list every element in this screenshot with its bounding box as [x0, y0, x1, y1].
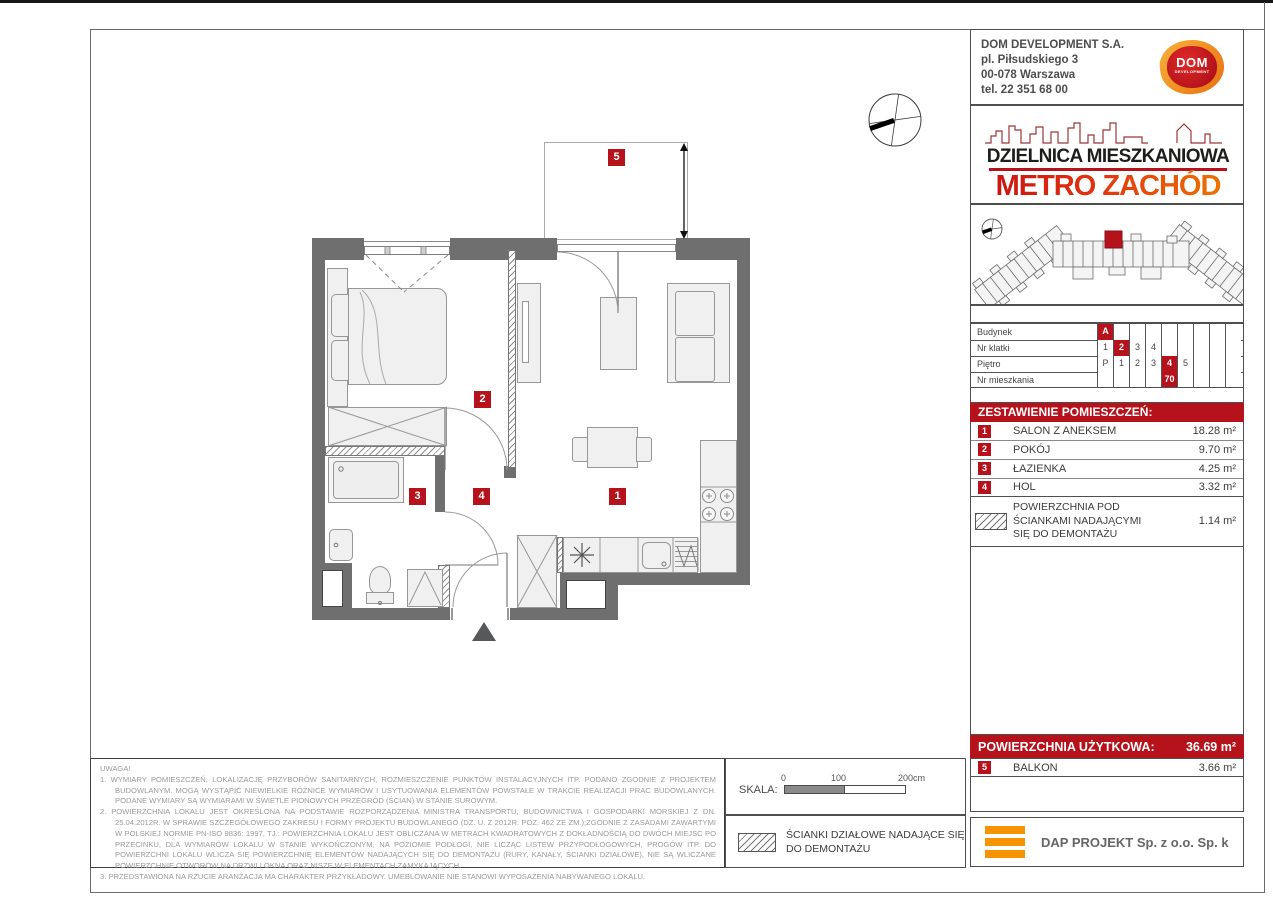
dishwasher-stripes — [675, 541, 697, 570]
table-cell — [1209, 340, 1225, 356]
demolition-line2: ŚCIANKAMI NADAJĄCYMI — [1013, 514, 1142, 527]
table-cell — [1209, 372, 1225, 388]
table-cell — [1113, 372, 1129, 388]
table-cell — [1193, 372, 1209, 388]
row-label: Nr mieszkania — [977, 375, 1035, 385]
room-row — [971, 422, 1243, 441]
scale-bar-light — [845, 785, 906, 794]
unit-info-table — [970, 323, 1244, 388]
kitchen-counter-right — [700, 440, 737, 573]
wall-top-mid — [450, 238, 557, 260]
table-row — [971, 356, 1243, 373]
notes-title: UWAGA! — [100, 764, 131, 773]
table-cell — [1193, 356, 1209, 372]
dom-logo-title: DOM — [1176, 55, 1208, 70]
scale-box — [725, 758, 966, 815]
table-row — [971, 340, 1243, 357]
table-cell — [1177, 324, 1193, 340]
wall-bottom-right — [510, 608, 618, 620]
wall-left — [312, 260, 325, 608]
dom-development-logo — [1160, 38, 1224, 96]
table-cell — [1145, 324, 1161, 340]
room-area: 9.70 m² — [1198, 443, 1236, 456]
coffee-table — [600, 297, 637, 370]
legend-box — [725, 815, 966, 868]
balcony-empty-box — [970, 777, 1244, 812]
tv-cabinet — [517, 283, 541, 383]
designer-box — [970, 817, 1244, 867]
room-area: 18.28 m² — [1192, 425, 1236, 437]
room-number-badge: 1 — [978, 425, 991, 438]
legend-line1: ŚCIANKI DZIAŁOWE NADAJĄCE SIĘ — [786, 829, 965, 841]
usable-area-bar — [970, 735, 1244, 758]
room-name: HOL — [1013, 481, 1036, 493]
branding-line2: METRO ZACHÓD — [971, 170, 1245, 203]
compass-icon — [869, 94, 921, 146]
room-number-badge: 3 — [978, 462, 991, 475]
designer-name: DAP PROJEKT Sp. z o.o. Sp. k — [1041, 835, 1229, 850]
dining-chair — [572, 437, 588, 462]
room-number-badge: 4 — [978, 481, 991, 494]
table-cell: 2 — [1129, 356, 1145, 372]
table-cell: 5 — [1177, 356, 1193, 372]
rooms-spacer — [970, 387, 1244, 403]
page-right-rule — [1264, 2, 1266, 29]
table-cell — [1129, 324, 1145, 340]
dining-chair — [636, 437, 652, 462]
demolition-row — [970, 497, 1244, 547]
wall-top-left — [312, 238, 364, 260]
table-cell — [1209, 356, 1225, 372]
rooms-header-label: ZESTAWIENIE POMIESZCZEŃ: — [978, 405, 1153, 419]
table-cell — [1177, 372, 1193, 388]
bathroom-sink — [329, 529, 353, 561]
partition-bedroom-living — [508, 250, 516, 468]
dom-logo-subtitle: DEVELOPMENT — [1174, 69, 1210, 74]
hatch-swatch-icon — [975, 513, 1007, 530]
room-row — [971, 459, 1243, 479]
legend-hatch-icon — [738, 833, 776, 852]
partition-bath-top — [325, 446, 445, 456]
sofa-cushion — [675, 291, 715, 336]
page-top-rule — [0, 0, 1273, 3]
panel-empty-box — [970, 547, 1244, 735]
company-name: DOM DEVELOPMENT S.A. — [981, 39, 1125, 51]
room-row — [971, 478, 1243, 496]
room-number-badge: 5 — [978, 761, 991, 774]
table-cell: P — [1097, 356, 1113, 372]
table-cell: 1 — [1097, 340, 1113, 356]
table-cell: 3 — [1129, 340, 1145, 356]
bed — [348, 288, 447, 385]
table-cell — [1225, 356, 1241, 372]
scale-tick-0: 0 — [781, 773, 787, 783]
table-cell — [1177, 340, 1193, 356]
unit-table-spacer — [970, 305, 1244, 323]
table-row — [971, 372, 1243, 388]
room-label-4: 4 — [473, 488, 490, 505]
table-cell — [1225, 340, 1241, 356]
table-cell: 70 — [1161, 372, 1177, 388]
toilet-tank — [366, 592, 394, 604]
toilet-bowl — [369, 566, 391, 594]
siteplan-drawing — [971, 205, 1243, 304]
company-address1: pl. Piłsudskiego 3 — [981, 54, 1079, 66]
scale-label: SKALA: — [739, 784, 778, 796]
shaft-entry — [566, 580, 606, 609]
sofa-cushion — [675, 337, 715, 382]
room-label-2: 2 — [474, 391, 491, 408]
room-area: 3.32 m² — [1198, 481, 1236, 493]
branding-line1: DZIELNICA MIESZKANIOWA — [986, 146, 1230, 167]
dap-logo-icon — [985, 826, 1025, 859]
bathtub-inner — [333, 461, 399, 499]
room-label-5: 5 — [608, 149, 625, 166]
bed-headboard — [327, 268, 348, 407]
wall-top-right — [676, 238, 750, 260]
siteplan-highlighted-unit — [1105, 231, 1122, 248]
table-cell: 4 — [1161, 356, 1177, 372]
entry-arrow — [472, 622, 496, 641]
dining-table — [587, 427, 638, 468]
siteplan-box — [970, 204, 1244, 305]
company-box — [970, 29, 1244, 105]
table-cell: 2 — [1113, 340, 1129, 356]
table-cell — [1161, 340, 1177, 356]
rooms-header — [970, 403, 1244, 422]
legend-line2: DO DEMONTAŻU — [786, 842, 871, 855]
skyline-icon — [971, 110, 1243, 150]
company-address2: 00-078 Warszawa — [981, 69, 1076, 81]
company-phone: tel. 22 351 68 00 — [981, 84, 1068, 96]
room-area: 3.66 m² — [1198, 761, 1236, 774]
balcony-row — [970, 758, 1244, 777]
table-cell — [1209, 324, 1225, 340]
room-area: 4.25 m² — [1198, 462, 1236, 475]
room-name: BALKON — [1013, 761, 1058, 774]
room-name: ŁAZIENKA — [1013, 462, 1067, 475]
kitchen-sink — [642, 542, 671, 569]
room-row — [971, 440, 1243, 460]
tv — [522, 301, 529, 363]
table-cell: 3 — [1145, 356, 1161, 372]
table-cell — [1129, 372, 1145, 388]
table-cell: A — [1097, 324, 1113, 340]
table-cell — [1225, 372, 1241, 388]
room-label-3: 3 — [409, 488, 426, 505]
wall-bath-right-upper — [435, 456, 445, 512]
room-name: SALON Z ANEKSEM — [1013, 425, 1117, 437]
note-item: 3. PRZEDSTAWIONA NA RZUCIE ARANŻACJA MA CHARAKTER PRZYKŁADOWY. UMEBLOWANIE NIE STANOWI WYPOSAŻENIA NABYWANEGO LOKALU. — [100, 871, 646, 881]
table-cell — [1161, 324, 1177, 340]
row-label: Budynek — [977, 327, 1013, 337]
branding-box — [970, 105, 1244, 204]
wall-bottom-left — [312, 608, 450, 620]
demolition-line3: SIĘ DO DEMONTAŻU — [1013, 528, 1118, 540]
note-item: 2. POWIERZCHNIA LOKALU JEST OKREŚLONA NA PODSTAWIE ROZPORZĄDZENIA MINISTRA TRANSPORTU, BUDOWNICTWA I GOSPODARKI MORSKIEJ Z DN. 25.04.2012R. W SPRAWIE SZCZEGÓŁOWEGO ZAKRESU I FORMY PROJEKTU BUDOWLANEGO (DZ. U. Z 2012R. POZ. 462 ZE ZM.);ZGODNIE Z ZASADAMI ZAWARTYMI W POLSKIEJ NORMIE PN-ISO 9836: 1997, TJ.: POWIERZCHNIA LOKALU JEST OBLICZANA W METRACH KWADRATOWYCH Z DOKŁADNOŚCIĄ DO DWÓCH MIEJSC PO PRZECINKU, DLA WYMIARÓW LOKALU W STANIE WYKOŃCZONYM, NA POZIOMIE PODŁOGI, NIE LICZĄC LISTEW PRZYPODŁOGOWYCH, PROGÓW ITP. DO POWIERZCHNI LOKALU WLICZA SIĘ POWIERZCHNIĘ ELEMENTÓW NADAJĄCYCH SIĘ DO DEMONTAŻU (RURY, KANAŁY, ŚCIANKI DZIAŁOWE), NIE SĄ WLICZANE POWIERZCHNIE OTWORÓW NA DRZWI I OKNA ORAZ NISZE W ELEMENTACH ZAMYKAJĄCYCH. — [100, 807, 716, 871]
wall-right — [737, 260, 750, 573]
usable-area-label: POWIERZCHNIA UŻYTKOWA: — [978, 739, 1155, 754]
wardrobe-bedroom — [328, 407, 447, 446]
table-cell — [1193, 340, 1209, 356]
table-cell — [1113, 324, 1129, 340]
scale-bar-dark — [784, 785, 845, 794]
room-name: POKÓJ — [1013, 443, 1051, 456]
wall-bottom-kitchen — [618, 573, 750, 585]
notes-box — [90, 758, 725, 881]
usable-area-value: 36.69 m² — [1185, 739, 1236, 754]
rooms-list — [970, 422, 1244, 497]
table-cell — [1225, 324, 1241, 340]
room-number-badge: 2 — [978, 443, 991, 456]
scale-tick-200: 200cm — [898, 773, 926, 783]
wardrobe-hall — [517, 535, 557, 608]
row-label: Nr klatki — [977, 343, 1010, 353]
demolition-area: 1.14 m² — [1198, 515, 1236, 527]
table-cell: 4 — [1145, 340, 1161, 356]
shaft-bath — [322, 570, 343, 607]
note-item: 1. WYMIARY POMIESZCZEŃ, LOKALIZACJĘ PRZYBORÓW SANITARNYCH, ROZMIESZCZENIE PUNKTÓW INSTALACYJNYCH ITP. PODANO ZGODNIE Z PROJEKTEM BUDOWLANYM. MOGĄ WYSTĄPIĆ NIEWIELKIE RÓŻNICE WYMIARÓW I USYTUOWANIA ELEMENTÓW POWSTAŁE W TRAKCIE REALIZACJI PRAC BUDOWLANYCH. PODANE WYMIARY SĄ WYMIARAMI W ŚWIETLE PIONOWYCH PRZEGRÓD (ŚCIAN) W STANIE SUROWYM. — [100, 774, 716, 806]
table-row — [971, 324, 1243, 341]
table-cell — [1193, 324, 1209, 340]
room-label-1: 1 — [609, 488, 626, 505]
table-cell — [1097, 372, 1113, 388]
table-cell: 1 — [1113, 356, 1129, 372]
washing-machine — [407, 569, 443, 607]
scale-tick-100: 100 — [831, 773, 847, 783]
table-cell — [1145, 372, 1161, 388]
siteplan-compass-icon — [982, 219, 1002, 239]
row-label: Piętro — [977, 359, 1001, 369]
demolition-line1: POWIERZCHNIA POD — [1013, 501, 1120, 513]
